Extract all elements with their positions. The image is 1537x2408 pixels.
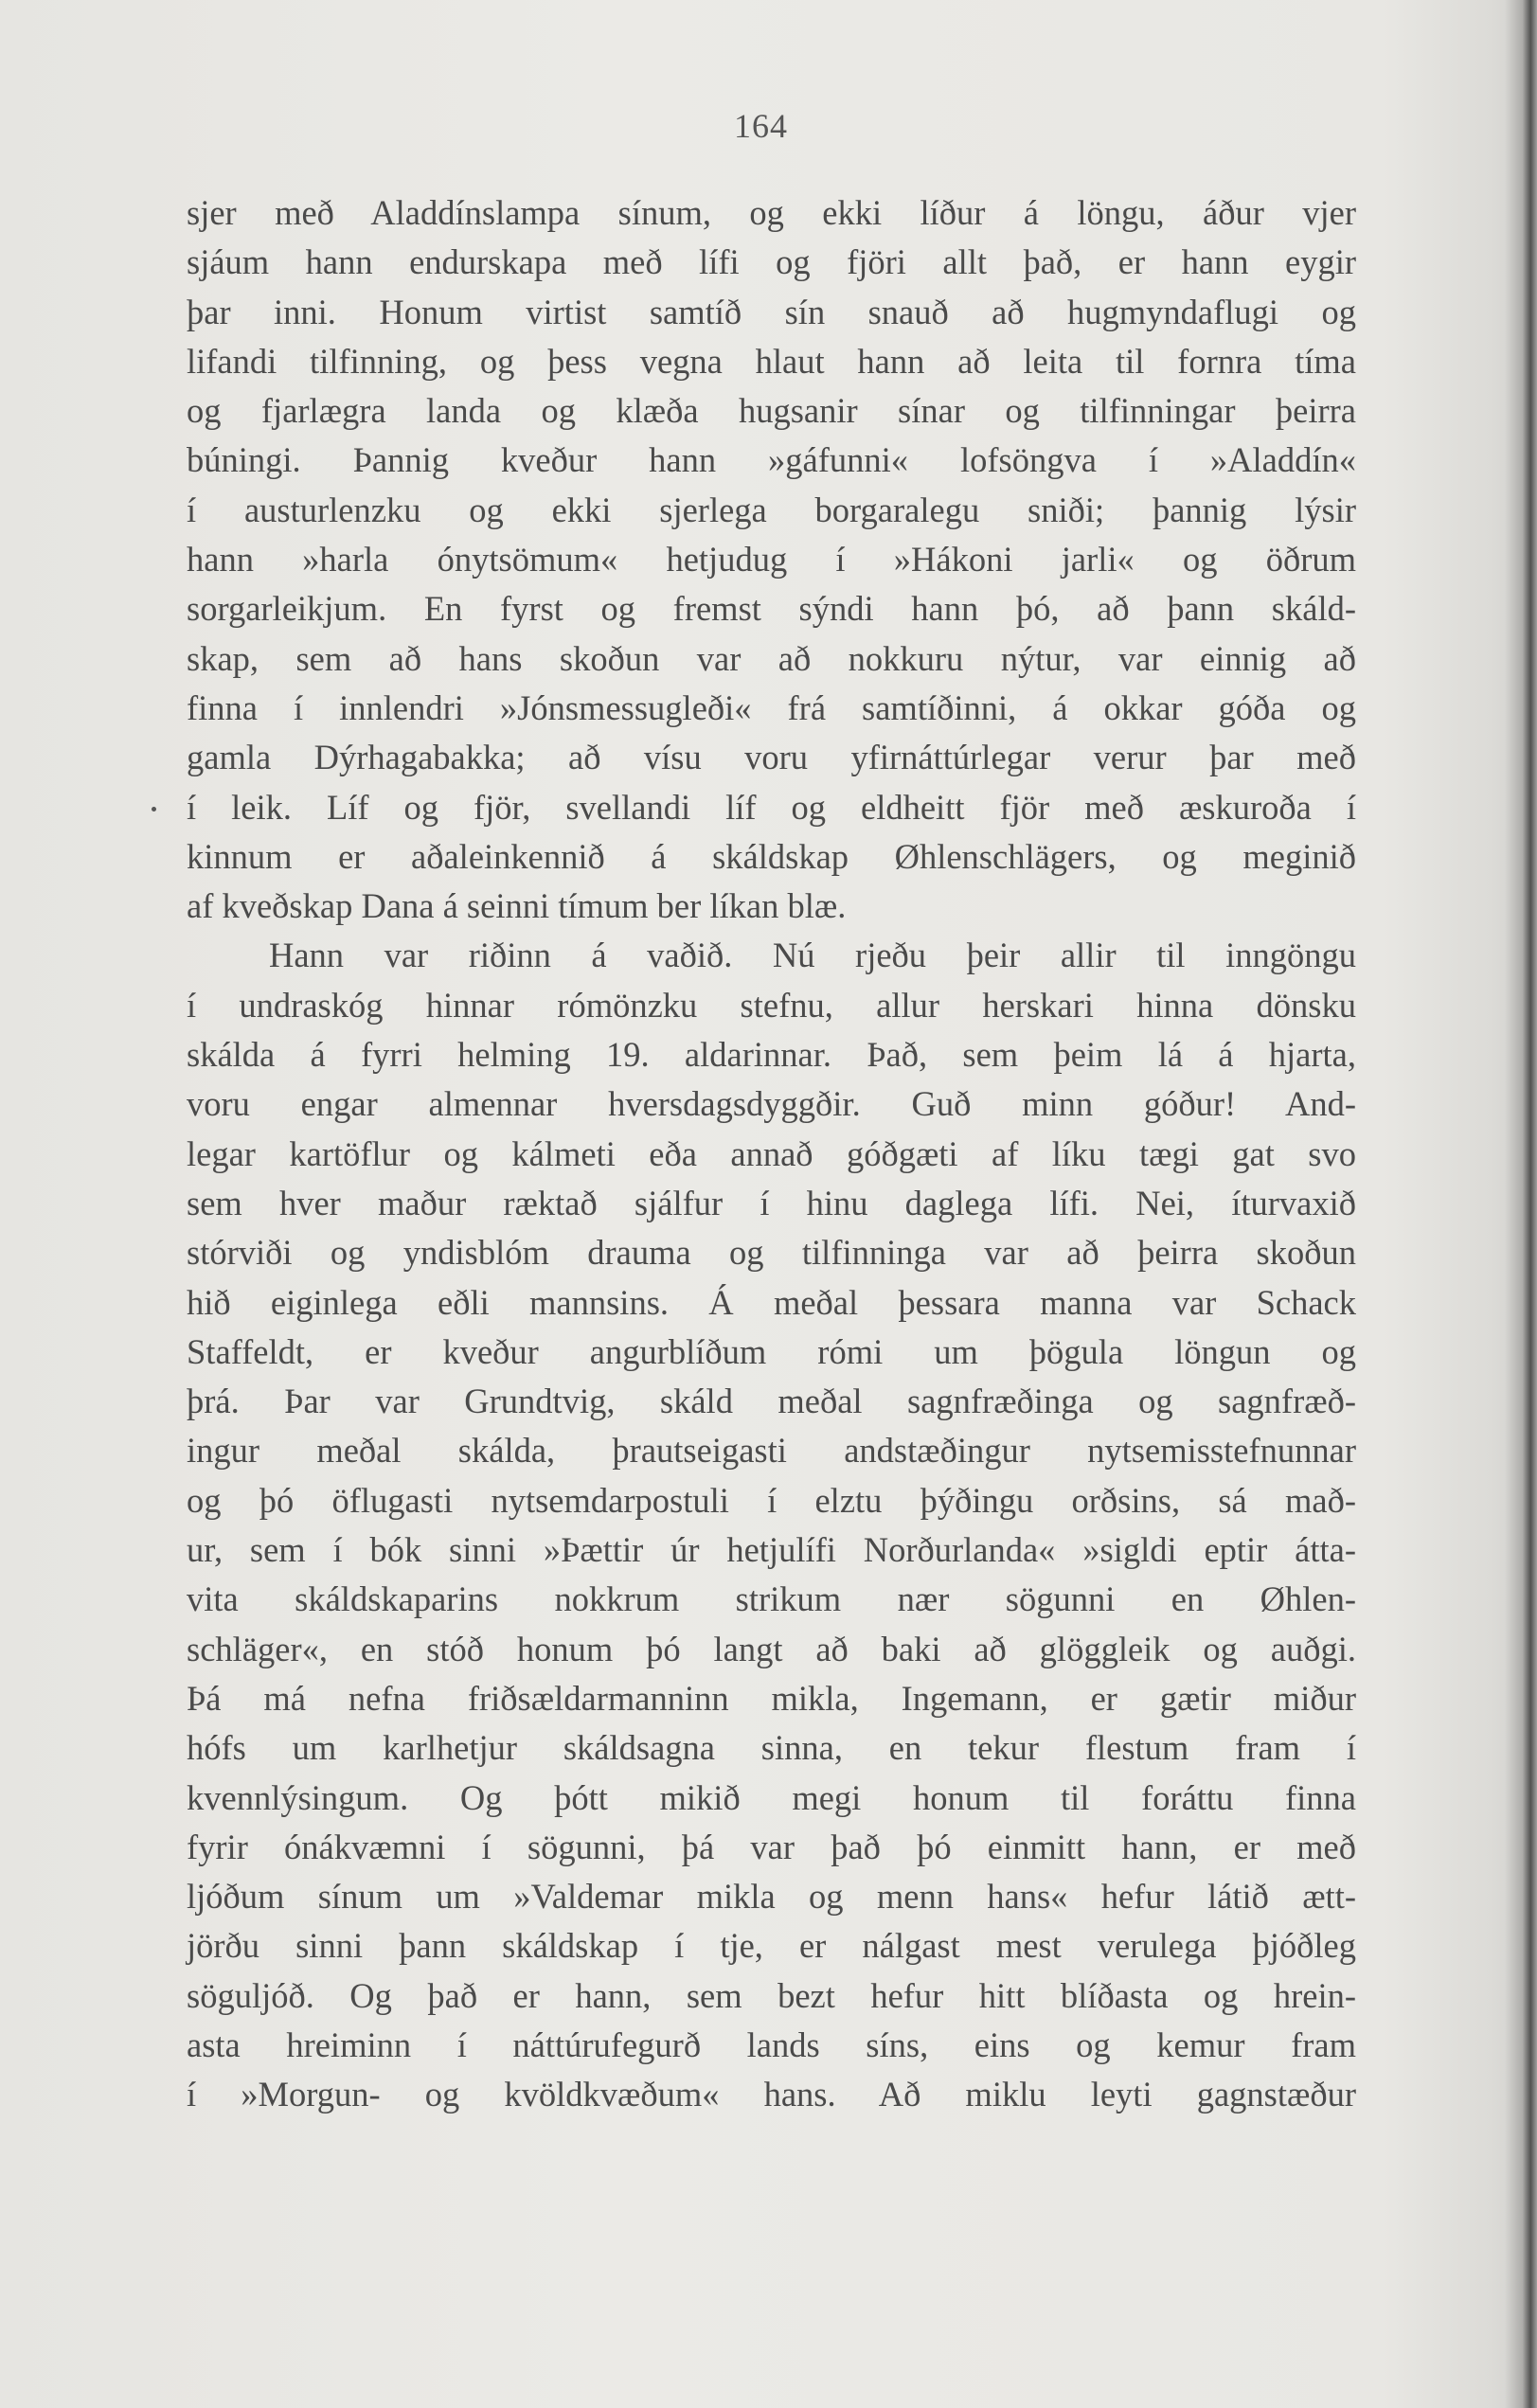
text-line: búningi. Þannig kveður hann »gáfunni« lofsöngva í »Aladdín« <box>187 440 1356 480</box>
text-line: gamla Dýrhagabakka; að vísu voru yfirnáttúrlegar verur þar með <box>187 738 1356 777</box>
text-line: vita skáldskaparins nokkrum strikum nær sögunni en Øhlen- <box>187 1579 1356 1619</box>
text-line: kinnum er aðaleinkennið á skáldskap Øhlenschlägers, og meginið <box>187 836 1356 876</box>
page-gutter-shadow <box>1505 0 1537 2408</box>
text-line: þar inni. Honum virtist samtíð sín snauð að hugmyndaflugi og <box>187 292 1356 331</box>
text-line: í undraskóg hinnar rómönzku stefnu, allur herskari hinna dönsku <box>187 985 1356 1025</box>
text-line: sjer með Aladdínslampa sínum, og ekki líður á löngu, áður vjer <box>187 193 1356 232</box>
text-line: í leik. Líf og fjör, svellandi líf og eldheitt fjör með æskuroða í <box>187 787 1356 827</box>
text-line: sorgarleikjum. En fyrst og fremst sýndi hann þó, að þann skáld- <box>187 589 1356 629</box>
text-line: Staffeldt, er kveður angurblíðum rómi um þögula löngun og <box>187 1331 1356 1371</box>
text-line: og þó öflugasti nytsemdarpostuli í elztu þýðingu orðsins, sá mað- <box>187 1480 1356 1520</box>
text-line: finna í innlendri »Jónsmessugleði« frá samtíðinni, á okkar góða og <box>187 687 1356 727</box>
text-line: skap, sem að hans skoðun var að nokkuru nýtur, var einnig að <box>187 638 1356 678</box>
text-line: fyrir ónákvæmni í sögunni, þá var það þó einmitt hann, er með <box>187 1827 1356 1866</box>
text-line: skálda á fyrri helming 19. aldarinnar. Það, sem þeim lá á hjarta, <box>187 1035 1356 1075</box>
ink-speck <box>152 807 156 812</box>
text-line: kvennlýsingum. Og þótt mikið megi honum til foráttu finna <box>187 1777 1356 1817</box>
text-line: ljóðum sínum um »Valdemar mikla og menn hans« hefur látið ætt- <box>187 1877 1356 1917</box>
text-line: ur, sem í bók sinni »Þættir úr hetjulífi Norðurlanda« »sigldi eptir átta- <box>187 1530 1356 1570</box>
text-line: í »Morgun- og kvöldkvæðum« hans. Að miklu leyti gagnstæður <box>187 2075 1356 2114</box>
text-line: og fjarlægra landa og klæða hugsanir sínar og tilfinningar þeirra <box>187 391 1356 431</box>
page-number: 164 <box>734 107 788 145</box>
text-line: schläger«, en stóð honum þó langt að baki að glöggleik og auðgi. <box>187 1629 1356 1668</box>
text-line: hann »harla ónytsömum« hetjudug í »Hákoni jarli« og öðrum <box>187 540 1356 580</box>
text-line: asta hreiminn í náttúrufegurð lands síns, eins og kemur fram <box>187 2025 1356 2064</box>
text-line: þrá. Þar var Grundtvig, skáld meðal sagnfræðinga og sagnfræð- <box>187 1382 1356 1421</box>
text-line: í austurlenzku og ekki sjerlega borgaralegu sniði; þannig lýsir <box>187 490 1356 529</box>
body-text <box>187 188 1356 2120</box>
text-line: legar kartöflur og kálmeti eða annað góðgæti af líku tægi gat svo <box>187 1133 1356 1173</box>
text-line: ingur meðal skálda, þrautseigasti andstæðingur nytsemisstefnunnar <box>187 1431 1356 1471</box>
text-line: stórviði og yndisblóm drauma og tilfinninga var að þeirra skoðun <box>187 1233 1356 1273</box>
text-line: sjáum hann endurskapa með lífi og fjöri allt það, er hann eygir <box>187 242 1356 282</box>
text-line: söguljóð. Og það er hann, sem bezt hefur hitt blíðasta og hrein- <box>187 1975 1356 2015</box>
paragraph-end-line: af kveðskap Dana á seinni tímum ber líkan blæ. <box>187 886 847 926</box>
paragraph-start-line: Hann var riðinn á vaðið. Nú rjeðu þeir allir til inngöngu <box>269 936 1356 975</box>
text-line: hið eiginlega eðli mannsins. Á meðal þessara manna var Schack <box>187 1282 1356 1322</box>
text-line: voru engar almennar hversdagsdyggðir. Guð minn góður! And- <box>187 1084 1356 1124</box>
text-line: hófs um karlhetjur skáldsagna sinna, en tekur flestum fram í <box>187 1728 1356 1768</box>
text-line: Þá má nefna friðsældarmanninn mikla, Ingemann, er gætir miður <box>187 1678 1356 1718</box>
text-line: sem hver maður ræktað sjálfur í hinu daglega lífi. Nei, íturvaxið <box>187 1183 1356 1222</box>
text-line: jörðu sinni þann skáldskap í tje, er nálgast mest verulega þjóðleg <box>187 1926 1356 1966</box>
text-line: lifandi tilfinning, og þess vegna hlaut hann að leita til fornra tíma <box>187 341 1356 381</box>
